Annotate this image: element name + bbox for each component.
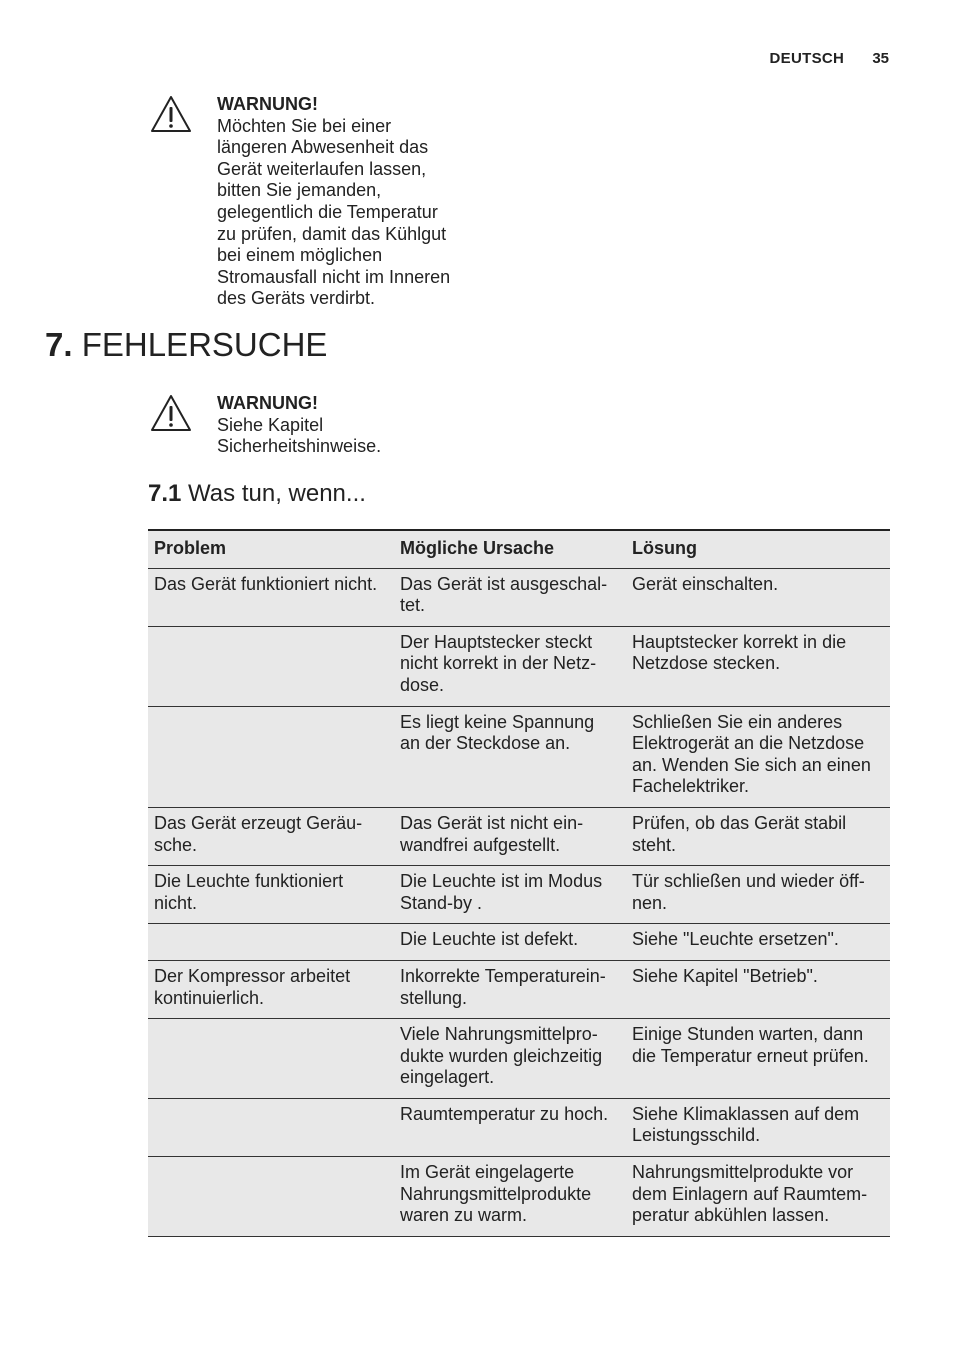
language-label: DEUTSCH bbox=[769, 50, 845, 67]
solution-cell bbox=[626, 1157, 890, 1237]
cell-line: Das Gerät erzeugt Geräu- bbox=[154, 812, 363, 833]
problem-cell bbox=[148, 568, 394, 626]
cell-line: Tür schließen und wieder öff- bbox=[632, 871, 865, 892]
cell-line: Siehe Klimaklassen auf dem bbox=[632, 1103, 860, 1124]
table-row bbox=[148, 626, 890, 706]
cell-line: Siehe Kapitel "Betrieb". bbox=[632, 965, 818, 986]
page-header bbox=[770, 50, 889, 67]
warning-line: Siehe Kapitel bbox=[217, 414, 324, 435]
warning-line: Gerät weiterlaufen lassen, bbox=[217, 158, 427, 179]
cell-line: Prüfen, ob das Gerät stabil bbox=[632, 812, 847, 833]
cell-line: Viele Nahrungsmittelpro- bbox=[400, 1024, 598, 1045]
warning-line: Sicherheitshinweise. bbox=[217, 436, 382, 457]
cell-line: Schließen Sie ein anderes bbox=[632, 711, 843, 732]
cell-line: Die Leuchte ist im Modus bbox=[400, 871, 603, 892]
cell-line: Fachelektriker. bbox=[632, 776, 750, 797]
solution-cell bbox=[626, 568, 890, 626]
solution-cell bbox=[626, 626, 890, 706]
solution-cell bbox=[626, 1019, 890, 1099]
cell-line: peratur abkühlen lassen. bbox=[632, 1205, 830, 1226]
warning-title: WARNUNG! bbox=[217, 94, 318, 114]
cause-cell bbox=[394, 568, 626, 626]
chapter-heading bbox=[45, 326, 327, 364]
cell-line: Netzdose stecken. bbox=[632, 653, 781, 674]
table-row bbox=[148, 807, 890, 865]
problem-cell bbox=[148, 924, 394, 961]
cell-line: tet. bbox=[400, 595, 426, 616]
cell-line: die Temperatur erneut prüfen. bbox=[632, 1045, 869, 1066]
warning-line: gelegentlich die Temperatur bbox=[217, 201, 438, 222]
problem-cell bbox=[148, 807, 394, 865]
cell-line: Es liegt keine Spannung bbox=[400, 711, 595, 732]
warning-line: Stromausfall nicht im Inneren bbox=[217, 266, 451, 287]
table-row bbox=[148, 1019, 890, 1099]
header-problem: Problem bbox=[148, 530, 394, 568]
page-number: 35 bbox=[872, 50, 889, 67]
table-row bbox=[148, 866, 890, 924]
header-cause: Mögliche Ursache bbox=[394, 530, 626, 568]
cell-line: Gerät einschalten. bbox=[632, 573, 779, 594]
cell-line: Der Hauptstecker steckt bbox=[400, 631, 593, 652]
cell-line: nen. bbox=[632, 892, 668, 913]
cell-line: Der Kompressor arbeitet bbox=[154, 965, 351, 986]
cell-line: Im Gerät eingelagerte bbox=[400, 1162, 575, 1183]
cell-line: Siehe "Leuchte ersetzen". bbox=[632, 929, 839, 950]
cell-line: stellung. bbox=[400, 987, 468, 1008]
problem-cell bbox=[148, 866, 394, 924]
cause-cell bbox=[394, 1098, 626, 1156]
warning-line: längeren Abwesenheit das bbox=[217, 137, 429, 158]
solution-cell bbox=[626, 866, 890, 924]
warning-line: bei einem möglichen bbox=[217, 245, 383, 266]
solution-cell bbox=[626, 1098, 890, 1156]
section-heading bbox=[148, 480, 366, 508]
cause-cell bbox=[394, 924, 626, 961]
cell-line: Das Gerät ist ausgeschal- bbox=[400, 573, 608, 594]
chapter-number: 7. bbox=[45, 326, 73, 363]
cell-line: eingelagert. bbox=[400, 1067, 495, 1088]
cell-line: Elektrogerät an die Netzdose bbox=[632, 733, 865, 754]
warning-line: bitten Sie jemanden, bbox=[217, 180, 382, 201]
cell-line: Einige Stunden warten, dann bbox=[632, 1024, 864, 1045]
table-header-row bbox=[148, 530, 890, 568]
cause-cell bbox=[394, 807, 626, 865]
warning-line: Möchten Sie bei einer bbox=[217, 115, 392, 136]
cause-cell bbox=[394, 1157, 626, 1237]
chapter-title: FEHLERSUCHE bbox=[81, 326, 328, 363]
troubleshooting-table bbox=[148, 529, 890, 1237]
problem-cell bbox=[148, 960, 394, 1018]
cell-line: Die Leuchte funktioniert bbox=[154, 871, 344, 892]
problem-cell bbox=[148, 1157, 394, 1237]
cause-cell bbox=[394, 626, 626, 706]
problem-cell bbox=[148, 626, 394, 706]
warning-triangle-icon bbox=[150, 393, 192, 433]
cell-line: nicht. bbox=[154, 892, 198, 913]
section-number: 7.1 bbox=[148, 480, 182, 507]
cell-line: Nahrungsmittelprodukte bbox=[400, 1183, 592, 1204]
cell-line: kontinuierlich. bbox=[154, 987, 265, 1008]
cell-line: wandfrei aufgestellt. bbox=[400, 834, 561, 855]
cause-cell bbox=[394, 866, 626, 924]
problem-cell bbox=[148, 1019, 394, 1099]
cell-line: sche. bbox=[154, 834, 198, 855]
table-row bbox=[148, 1098, 890, 1156]
cell-line: dukte wurden gleichzeitig bbox=[400, 1045, 603, 1066]
cell-line: nicht korrekt in der Netz- bbox=[400, 653, 597, 674]
cell-line: dose. bbox=[400, 674, 445, 695]
section-title: Was tun, wenn... bbox=[188, 480, 366, 507]
cause-cell bbox=[394, 960, 626, 1018]
cell-line: an der Steckdose an. bbox=[400, 733, 571, 754]
warning-line: zu prüfen, damit das Kühlgut bbox=[217, 223, 447, 244]
table-row bbox=[148, 706, 890, 807]
cell-line: waren zu warm. bbox=[400, 1205, 528, 1226]
cell-line: Inkorrekte Temperaturein- bbox=[400, 965, 606, 986]
warning-text bbox=[217, 94, 477, 310]
table-row bbox=[148, 960, 890, 1018]
cell-line: steht. bbox=[632, 834, 677, 855]
cause-cell bbox=[394, 1019, 626, 1099]
cell-line: Das Gerät funktioniert nicht. bbox=[154, 573, 378, 594]
warning-title: WARNUNG! bbox=[217, 393, 318, 413]
cell-line: Nahrungsmittelprodukte vor bbox=[632, 1162, 854, 1183]
problem-cell bbox=[148, 706, 394, 807]
warning-line: des Geräts verdirbt. bbox=[217, 288, 376, 309]
cell-line: dem Einlagern auf Raumtem- bbox=[632, 1183, 868, 1204]
solution-cell bbox=[626, 924, 890, 961]
cell-line: an. Wenden Sie sich an einen bbox=[632, 754, 871, 775]
cell-line: Die Leuchte ist defekt. bbox=[400, 929, 579, 950]
cell-line: Raumtemperatur zu hoch. bbox=[400, 1103, 609, 1124]
solution-cell bbox=[626, 960, 890, 1018]
warning-text bbox=[217, 393, 477, 458]
solution-cell bbox=[626, 706, 890, 807]
cause-cell bbox=[394, 706, 626, 807]
cell-line: Hauptstecker korrekt in die bbox=[632, 631, 847, 652]
table-row bbox=[148, 924, 890, 961]
table-row bbox=[148, 1157, 890, 1237]
cell-line: Das Gerät ist nicht ein- bbox=[400, 812, 584, 833]
warning-triangle-icon bbox=[150, 94, 192, 134]
table-row bbox=[148, 568, 890, 626]
cell-line: Stand-by . bbox=[400, 892, 483, 913]
problem-cell bbox=[148, 1098, 394, 1156]
solution-cell bbox=[626, 807, 890, 865]
header-solution: Lösung bbox=[626, 530, 890, 568]
cell-line: Leistungsschild. bbox=[632, 1125, 761, 1146]
